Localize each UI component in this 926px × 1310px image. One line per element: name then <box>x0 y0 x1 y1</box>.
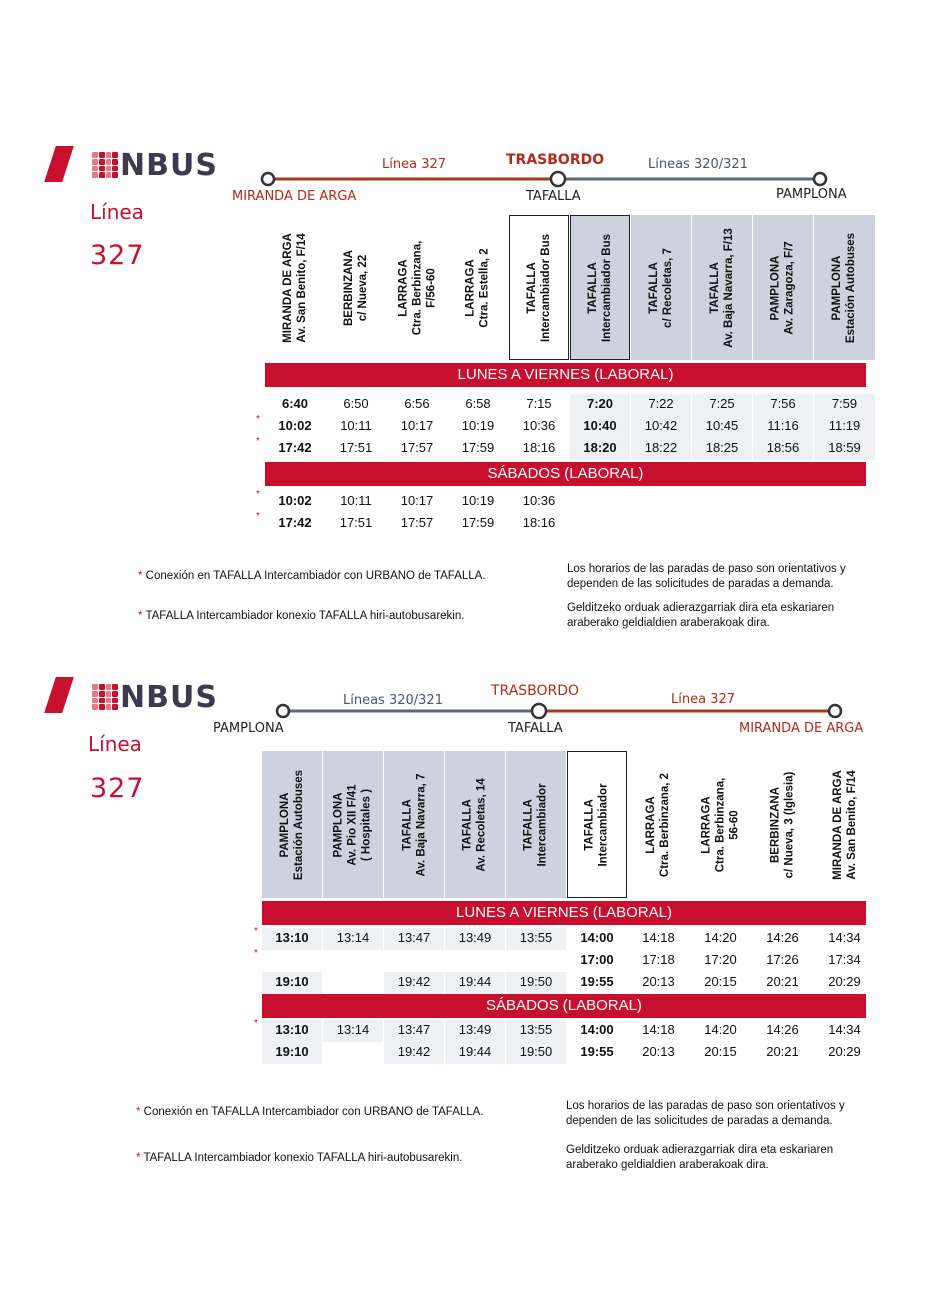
stop-header-line: LARRAGA <box>397 258 410 317</box>
time-cell: 10:40 <box>570 416 630 438</box>
stop-header <box>628 751 689 898</box>
time-cell: 10:36 <box>522 418 556 433</box>
stops-header <box>262 751 876 898</box>
time-cell: 13:10 <box>262 1020 322 1042</box>
time-cell: 7:20 <box>570 394 630 416</box>
stop-header-line: Estación Autobuses <box>845 232 858 343</box>
route-left-line: Líneas 320/321 <box>343 693 443 708</box>
stop-header-line: LARRAGA <box>700 795 713 854</box>
stop-header <box>509 215 569 360</box>
stop-header-line: TAFALLA <box>401 798 414 851</box>
time-cell: 18:20 <box>570 438 630 460</box>
time-cell: 17:00 <box>580 952 614 967</box>
time-cell: 17:42 <box>278 440 312 455</box>
time-cell: 17:57 <box>400 515 434 530</box>
schedule-row <box>265 513 876 535</box>
time-cell: 13:55 <box>506 928 566 950</box>
stop-header <box>814 215 875 360</box>
stop-header <box>753 215 813 360</box>
time-cell: 11:16 <box>753 416 813 438</box>
linea-label: Línea <box>90 200 144 224</box>
stop-header <box>445 751 505 898</box>
stop-header-line: Ctra. Estella, 2 <box>479 247 492 328</box>
schedule-row <box>265 416 876 438</box>
stop-header-line: Av. Zaragoza, F/7 <box>784 240 796 335</box>
time-cell: 13:55 <box>506 1020 566 1042</box>
route-destination: MIRANDA DE ARGA <box>739 721 864 736</box>
time-cell: 17:18 <box>642 952 675 967</box>
transfer-stop-icon <box>532 704 546 718</box>
stop-header-line: c/ Nueva, 22 <box>357 254 369 321</box>
time-cell: 6:40 <box>281 396 309 411</box>
time-cell: 10:42 <box>631 416 691 438</box>
stop-header-line: LARRAGA <box>465 258 478 317</box>
time-cell: 13:14 <box>323 1020 383 1042</box>
time-cell <box>570 513 630 535</box>
stop-header-line: Intercambiador Bus <box>601 233 613 342</box>
time-cell: 18:25 <box>692 438 752 460</box>
stop-header <box>814 751 875 898</box>
route-middle: TAFALLA <box>508 721 563 736</box>
brand-name: NBUS <box>120 148 218 183</box>
time-cell <box>753 491 813 513</box>
schedule-row <box>262 1020 876 1042</box>
weekday-band: LUNES A VIERNES (LABORAL) <box>265 363 866 387</box>
brand-slash <box>44 677 74 713</box>
time-cell: 13:47 <box>384 1020 444 1042</box>
time-cell: 19:42 <box>384 972 444 994</box>
stop-header <box>752 751 813 898</box>
stop-header-line: Av. Recoletas, 14 <box>476 777 489 872</box>
note-connection-es: * Conexión en TAFALLA Intercambiador con URBANO de TAFALLA. <box>136 1106 484 1118</box>
route-origin: MIRANDA DE ARGA <box>232 189 357 204</box>
stop-header-line: BERBINZANA <box>343 249 355 326</box>
time-cell: 18:56 <box>753 438 813 460</box>
time-cell: 20:15 <box>704 1044 737 1059</box>
stop-header-line: MIRANDA DE ARGA <box>831 769 844 880</box>
route-left-line: Línea 327 <box>382 157 447 172</box>
origin-stop-icon <box>277 705 289 717</box>
stop-header <box>631 215 691 360</box>
stop-header-line: PAMPLONA <box>333 792 346 857</box>
time-cell: 14:26 <box>766 930 799 945</box>
time-cell: 20:29 <box>828 974 861 989</box>
stop-header <box>506 751 566 898</box>
time-cell: 19:55 <box>580 974 614 989</box>
stop-header-line: Av. Baja Navarra, 7 <box>415 773 428 876</box>
stop-header <box>323 751 383 898</box>
time-cell: 14:00 <box>580 930 614 945</box>
stop-header-line: Intercambiador <box>598 782 611 867</box>
time-cell: 7:56 <box>753 394 813 416</box>
stop-header-line: c/ Nueva, 3 (Iglesia) <box>783 771 796 878</box>
time-cell: 18:16 <box>522 515 556 530</box>
time-cell: 20:13 <box>642 1044 675 1059</box>
stop-header-line: Av. San Benito, F/14 <box>845 769 858 880</box>
info-es: Los horarios de las paradas de paso son orientativos y dependen de las solicitudes de paradas a demanda. <box>566 1100 845 1127</box>
stop-header-line: PAMPLONA <box>770 255 782 320</box>
destination-stop-icon <box>814 173 826 185</box>
time-cell <box>323 950 383 972</box>
time-cell <box>323 1042 383 1064</box>
time-cell <box>753 513 813 535</box>
linea-label: Línea <box>88 732 142 756</box>
time-cell: 19:50 <box>506 972 566 994</box>
connection-asterisk: * <box>256 414 260 425</box>
stop-header-line: PAMPLONA <box>279 792 291 857</box>
time-cell <box>692 513 752 535</box>
time-cell: 17:59 <box>461 515 495 530</box>
time-cell <box>570 491 630 513</box>
schedule-row <box>262 950 876 972</box>
schedule-row <box>262 1042 876 1064</box>
stop-header-line: TAFALLA <box>523 798 536 851</box>
stop-header-line: PAMPLONA <box>831 255 844 320</box>
time-cell: 17:42 <box>278 515 312 530</box>
time-cell: 11:19 <box>814 416 875 438</box>
time-cell: 13:49 <box>445 928 505 950</box>
time-cell <box>323 972 383 994</box>
stop-header-line: c/ Recoletas, 7 <box>662 247 674 328</box>
stop-header <box>262 751 322 898</box>
time-cell: 10:45 <box>692 416 752 438</box>
time-cell: 6:58 <box>465 396 491 411</box>
time-cell: 17:20 <box>704 952 737 967</box>
stop-header-line: TAFALLA <box>462 798 475 851</box>
time-cell: 10:11 <box>340 418 372 433</box>
time-cell <box>814 491 875 513</box>
route-diagram <box>260 168 840 190</box>
connection-asterisk: * <box>254 926 258 937</box>
time-cell: 7:59 <box>814 394 875 416</box>
schedule-row <box>262 972 876 994</box>
nbus-logo-icon <box>92 684 118 710</box>
stop-header-line: BERBINZANA <box>769 786 782 863</box>
time-cell: 20:13 <box>642 974 675 989</box>
stop-header <box>326 215 386 360</box>
schedule-row <box>265 394 876 416</box>
time-cell: 13:14 <box>323 928 383 950</box>
stop-header <box>265 215 325 360</box>
time-cell <box>506 950 566 972</box>
time-cell: 17:34 <box>828 952 861 967</box>
note-connection-eu: * TAFALLA Intercambiador konexio TAFALLA hiri-autobusarekin. <box>138 610 465 622</box>
stop-header-line: TAFALLA <box>709 261 722 314</box>
stop-header-line: ( Hospitales ) <box>361 788 374 861</box>
time-cell: 19:10 <box>262 972 322 994</box>
time-cell: 14:00 <box>580 1022 614 1037</box>
time-cell: 20:21 <box>766 974 799 989</box>
time-cell: 14:26 <box>766 1022 799 1037</box>
time-cell: 19:50 <box>506 1042 566 1064</box>
stop-header <box>570 215 630 360</box>
route-transfer: TRASBORDO <box>491 683 580 699</box>
time-cell: 17:51 <box>339 440 373 455</box>
time-cell <box>384 950 444 972</box>
stop-header-line: TAFALLA <box>584 798 597 851</box>
time-cell: 14:18 <box>642 930 675 945</box>
connection-asterisk: * <box>256 511 260 522</box>
time-cell: 10:36 <box>522 493 556 508</box>
time-cell: 19:55 <box>580 1044 614 1059</box>
time-cell: 20:15 <box>704 974 737 989</box>
time-cell: 19:42 <box>384 1042 444 1064</box>
time-cell: 14:34 <box>828 1022 861 1037</box>
schedule-row <box>265 438 876 460</box>
time-cell: 7:25 <box>692 394 752 416</box>
stop-header-line: Ctra. Berbinzana, 2 <box>659 772 672 877</box>
schedule-row <box>265 491 876 513</box>
time-cell: 18:22 <box>631 438 691 460</box>
time-cell: 14:34 <box>828 930 861 945</box>
time-cell: 6:50 <box>343 396 369 411</box>
stop-header-line: Intercambiador <box>537 782 550 867</box>
time-cell: 17:51 <box>339 515 373 530</box>
route-right-line: Líneas 320/321 <box>648 157 748 172</box>
connection-asterisk: * <box>256 436 260 447</box>
stop-header-line: Ctra. Berbinzana, <box>411 240 424 335</box>
connection-asterisk: * <box>256 489 260 500</box>
note-connection-eu: * TAFALLA Intercambiador konexio TAFALLA hiri-autobusarekin. <box>136 1152 463 1164</box>
time-cell: 13:49 <box>445 1020 505 1042</box>
stop-header-line: TAFALLA <box>526 261 538 314</box>
connection-asterisk: * <box>254 948 258 959</box>
time-cell <box>445 950 505 972</box>
stop-header <box>387 215 447 360</box>
time-cell <box>814 513 875 535</box>
stop-header-line: Av. Pio XII F/41 <box>347 783 360 866</box>
time-cell: 10:02 <box>278 418 312 433</box>
stop-header <box>690 751 751 898</box>
saturday-band: SÁBADOS (LABORAL) <box>262 994 866 1018</box>
time-cell: 14:20 <box>704 1022 737 1037</box>
info-eu: Gelditzeko orduak adierazgarriak dira eta eskariaren araberako geldialdien araberakoak dira. <box>566 1144 834 1171</box>
stop-header-line: TAFALLA <box>648 261 660 314</box>
time-cell: 17:57 <box>400 440 434 455</box>
nbus-logo-icon <box>92 152 118 178</box>
time-cell <box>262 950 322 972</box>
stop-header-line: LARRAGA <box>645 795 658 854</box>
route-middle: TAFALLA <box>526 189 581 204</box>
time-cell: 13:10 <box>262 928 322 950</box>
time-cell: 6:56 <box>404 396 430 411</box>
stop-header-line: Estación Autobuses <box>293 769 305 880</box>
stop-header-line: Intercambiador Bus <box>540 233 552 342</box>
time-cell: 13:47 <box>384 928 444 950</box>
time-cell: 18:16 <box>522 440 556 455</box>
time-cell: 10:19 <box>461 493 495 508</box>
time-cell: 7:22 <box>631 394 691 416</box>
stop-header-line: TAFALLA <box>587 261 599 314</box>
brand-slash <box>44 146 74 182</box>
saturday-band: SÁBADOS (LABORAL) <box>265 462 866 486</box>
info-es: Los horarios de las paradas de paso son orientativos y dependen de las solicitudes de paradas a demanda. <box>567 563 846 590</box>
stop-header <box>567 751 627 898</box>
weekday-band: LUNES A VIERNES (LABORAL) <box>262 901 866 925</box>
info-eu: Gelditzeko orduak adierazgarriak dira eta eskariaren araberako geldialdien araberakoak dira. <box>567 602 835 629</box>
time-cell: 10:02 <box>278 493 312 508</box>
note-connection-es: * Conexión en TAFALLA Intercambiador con URBANO de TAFALLA. <box>138 570 486 582</box>
time-cell: 10:11 <box>340 493 372 508</box>
stop-header <box>384 751 444 898</box>
brand-name: NBUS <box>120 680 218 715</box>
time-cell <box>631 491 691 513</box>
stop-header <box>692 215 752 360</box>
stops-header <box>265 215 876 360</box>
stop-header-line: Av. San Benito, F/14 <box>296 232 309 343</box>
stop-header <box>448 215 508 360</box>
destination-stop-icon <box>829 705 841 717</box>
connection-asterisk: * <box>254 1018 258 1029</box>
time-cell: 20:29 <box>828 1044 861 1059</box>
time-cell: 19:44 <box>445 1042 505 1064</box>
linea-number: 327 <box>90 240 145 271</box>
time-cell: 20:21 <box>766 1044 799 1059</box>
stop-header-line: 56-60 <box>728 809 741 840</box>
time-cell <box>692 491 752 513</box>
route-right-line: Línea 327 <box>671 692 736 707</box>
stop-header-line: Ctra. Berbinzana, <box>714 777 727 872</box>
stop-header-line: F/56-60 <box>425 267 438 308</box>
stop-header-line: Av. Baja Navarra, F/13 <box>723 227 736 348</box>
time-cell: 17:26 <box>766 952 799 967</box>
time-cell: 14:20 <box>704 930 737 945</box>
time-cell: 10:17 <box>400 418 434 433</box>
time-cell: 10:17 <box>400 493 434 508</box>
transfer-stop-icon <box>551 172 565 186</box>
time-cell: 17:59 <box>461 440 495 455</box>
schedule-row <box>262 928 876 950</box>
time-cell: 19:10 <box>262 1042 322 1064</box>
time-cell: 14:18 <box>642 1022 675 1037</box>
linea-number: 327 <box>90 773 145 804</box>
route-destination: PAMPLONA <box>776 187 847 202</box>
time-cell <box>631 513 691 535</box>
stop-header-line: MIRANDA DE ARGA <box>282 232 295 343</box>
time-cell: 10:19 <box>461 418 495 433</box>
time-cell: 7:15 <box>526 396 552 411</box>
route-origin: PAMPLONA <box>213 721 284 736</box>
time-cell: 19:44 <box>445 972 505 994</box>
time-cell: 18:59 <box>814 438 875 460</box>
origin-stop-icon <box>262 173 274 185</box>
route-transfer: TRASBORDO <box>506 152 605 168</box>
